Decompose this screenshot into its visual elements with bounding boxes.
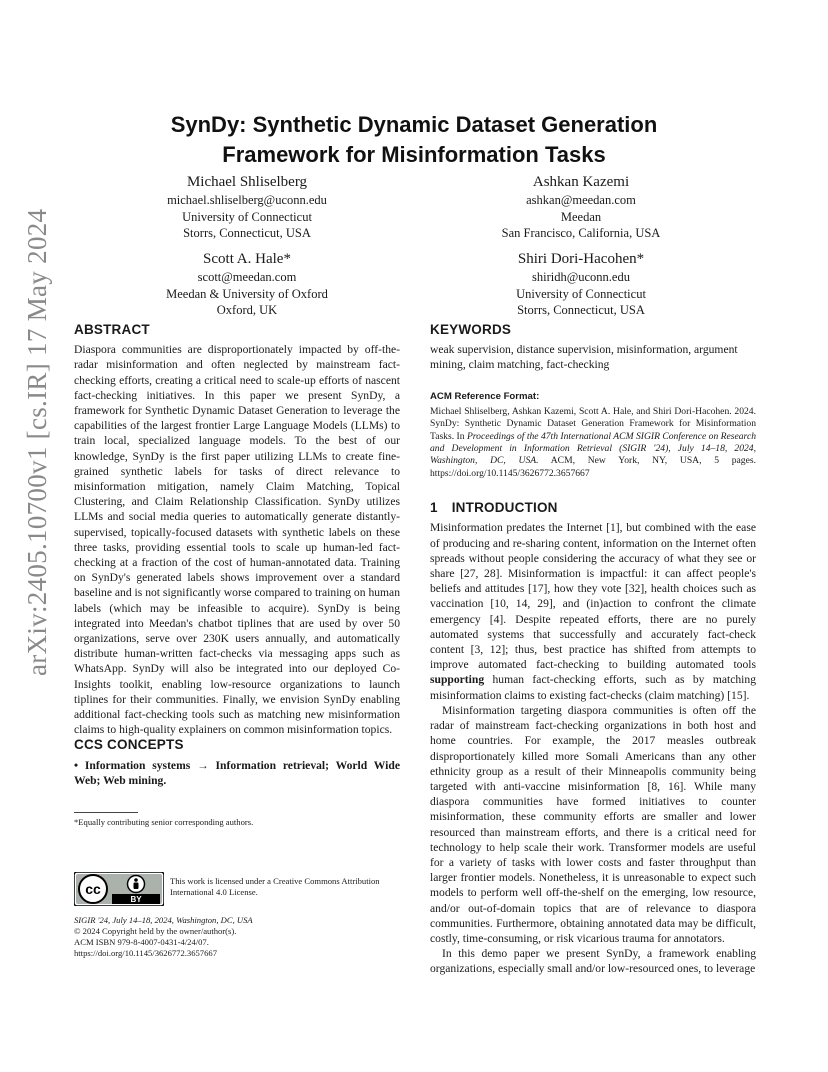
author-location: Storrs, Connecticut, USA — [517, 303, 645, 317]
author-affiliation: Meedan & University of Oxford — [166, 286, 328, 301]
right-column — [430, 322, 756, 977]
acm-reference-heading: ACM Reference Format: — [430, 390, 540, 402]
acm-reference-tail: ACM, New York, NY, USA, 5 pages. https://doi.org/10.1145/3626772.3657667 — [430, 455, 756, 479]
copyright-holder: © 2024 Copyright held by the owner/author(s). — [74, 926, 237, 936]
intro-p1-text-end: human fact-checking efforts, such as by matching misinformation claims to existing fact-checks (claim matching) [15]. — [430, 673, 756, 702]
cc-mark: cc — [85, 881, 101, 897]
intro-paragraph-3: In this demo paper we present SynDy, a framework enabling organizations, especially small and/or low-resourced ones, to leverage — [430, 947, 756, 976]
author-affiliation: University of Connecticut — [516, 286, 646, 301]
author-location: Storrs, Connecticut, USA — [183, 226, 311, 240]
author-email: michael.shliselberg@uconn.edu — [167, 193, 327, 207]
author-email: shiridh@uconn.edu — [532, 270, 630, 284]
footnote: *Equally contributing senior corresponding authors. — [74, 817, 254, 828]
keywords-text: weak supervision, distance supervision, misinformation, argument mining, claim matching, fact-checking — [430, 343, 738, 372]
author-affiliation: Meedan — [560, 209, 602, 224]
license-block — [74, 872, 400, 912]
author-email: scott@meedan.com — [197, 270, 297, 284]
intro-p1-emphasis: supporting — [430, 673, 485, 687]
author-name: Michael Shliselberg — [186, 174, 308, 190]
abstract-heading: ABSTRACT — [74, 322, 150, 337]
author-location: San Francisco, California, USA — [501, 226, 661, 240]
copyright-block — [74, 915, 400, 959]
author-location: Oxford, UK — [216, 303, 278, 317]
author-block — [481, 249, 681, 319]
section-number: 1 — [430, 500, 438, 516]
section-title: INTRODUCTION — [451, 500, 558, 516]
author-name: Scott A. Hale* — [203, 251, 291, 267]
author-email: ashkan@meedan.com — [526, 193, 636, 207]
cc-by-license-icon — [74, 872, 164, 906]
title-line-2: Framework for Misinformation Tasks — [222, 142, 606, 167]
license-text: This work is licensed under a Creative Commons Attribution International 4.0 License. — [170, 876, 380, 897]
isbn: ACM ISBN 979-8-4007-0431-4/24/07. — [74, 937, 209, 947]
author-block — [147, 172, 347, 242]
doi-link[interactable]: https://doi.org/10.1145/3626772.3657667 — [74, 948, 217, 958]
introduction-heading — [430, 500, 756, 515]
abstract-text: Diaspora communities are disproportionately impacted by off-the-radar misinformation and often neglected by mainstream fact-checking efforts, creating a critical need to scale-up efforts of nascent fact-checking initiatives. In this paper we present SynDy, a framework for Synthetic Dynamic Dataset Generation to leverage the capabilities of the largest frontier Large Language Models (LLMs) to train local, specialized language models. To the best of our knowledge, SynDy is the first paper utilizing LLMs to create fine-grained synthetic labels for tasks of direct relevance to misinformation mitigation, namely Claim Matching, Topical Clustering, and Claim Relationship Classification. SynDy utilizes LLMs and social media queries to automatically generate distantly-supervised, topically-focused datasets with synthetic labels on these three tasks, providing essential tools to scale up human-led fact-checking at a fraction of the cost of human-annotated data. Training on SynDy's generated labels shows improvement over a standard baseline and is not significantly worse compared to training on human labels (which may be infeasible to acquire). SynDy is being integrated into Meedan's chatbot tiplines that are used by over 50 organizations, serve over 230K users annually, and automatically distribute human-written fact-checks via messaging apps such as WhatsApp. SynDy will also be integrated into our deployed Co-Insights toolkit, enabling low-resource organizations to launch tiplines for their communities. Finally, we envision SynDy enabling additional fact-checking tools such as matching new misinformation claims to high-quality explainers on common misinformation topics. — [74, 343, 400, 737]
title-line-1: SynDy: Synthetic Dynamic Dataset Generation — [170, 112, 658, 137]
keywords-heading: KEYWORDS — [430, 322, 512, 337]
acm-reference-authors: Michael Shliselberg, Ashkan Kazemi, Scott A. Hale, and Shiri Dori-Hacohen. 2024. SynDy: Synthetic Dynamic Dataset Generation Framework for Misinformation Tasks. In — [430, 405, 756, 442]
author-block — [481, 172, 681, 242]
intro-paragraph-1 — [430, 520, 756, 702]
left-column — [74, 322, 400, 828]
author-name: Ashkan Kazemi — [532, 174, 630, 190]
author-affiliation: University of Connecticut — [182, 209, 312, 224]
arxiv-identifier: arXiv:2405.10700v1 [cs.IR] 17 May 2024 — [22, 208, 52, 676]
conference-venue: SIGIR '24, July 14–18, 2024, Washington, DC, USA — [74, 915, 253, 925]
footnote-divider — [74, 812, 138, 813]
author-block — [147, 249, 347, 319]
intro-paragraph-2: Misinformation targeting diaspora communities is often off the radar of mainstream fact-checking organizations in both host and home countries. For example, the 2017 measles outbreak disproportionately killed more Somali Americans than any other ethnicity group as a result of their Minneapolis community being targeted with anti-vaccine misinformation [8, 16]. While many diaspora communities have formed initiatives to counter misinformation, these community efforts are smaller and lower resourced than mainstream efforts, and there is a critical need for technology to help scale their work. Transformer models are useful for a variety of tasks with lower costs and faster throughput than larger frontier models. Nonetheless, it is unreasonable to expect such models to perform well off-the-shelf on the emerging, low resource, and/or out-of-domain topics that are of relevance to diaspora communities. Furthermore, obtaining annotated data may be difficult, costly, time-consuming, or risk vicarious trauma for annotators. — [430, 703, 756, 945]
acm-reference-proceedings: Proceedings of the 47th International ACM SIGIR Conference on Research and Development in Information Retrieval (SIGIR '24), July 14–18, 2024, Washington, DC, USA. — [430, 430, 756, 467]
ccs-text: • Information systems → Information retrieval; World Wide Web; Web mining. — [74, 758, 400, 787]
author-name: Shiri Dori-Hacohen* — [517, 251, 645, 267]
intro-p1-text: Misinformation predates the Internet [1], but combined with the ease of producing and re-sharing content, information on the Internet often spreads without people considering the accuracy of what they see or share [27, 28]. Misinformation is impactful: it can affect people's beliefs and attitudes [17], how they vote [32], health choices such as vaccination [10, 14, 29], and (in)action to confront the climate emergency [4]. Despite repeated efforts, there are no purely automated systems that successfully and accurately fact-check content [3, 12]; thus, best practice has shifted from attempts to improve automated fact-checking to building automated tools — [430, 521, 756, 672]
acm-reference-text — [430, 406, 756, 480]
paper-title — [100, 110, 728, 170]
ccs-heading: CCS CONCEPTS — [74, 737, 184, 753]
by-mark: BY — [130, 895, 142, 904]
